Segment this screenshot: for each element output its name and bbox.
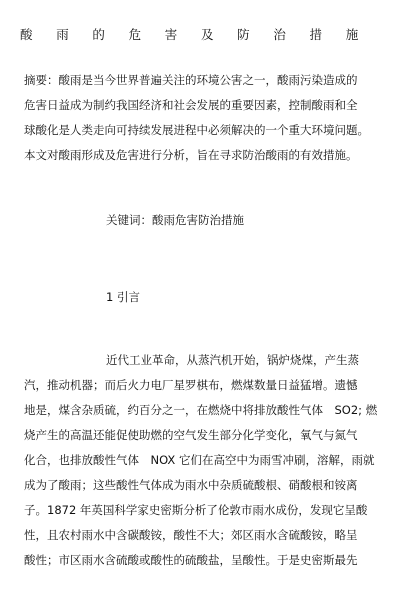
- body-line: 近代工业革命，从蒸汽机开始，锅炉烧煤，产生蒸: [106, 353, 359, 367]
- title-char: 的: [92, 27, 105, 42]
- body-line: 酸性；市区雨水含硫酸或酸性的硫酸盐，呈酸性。于是史密斯最先: [24, 553, 358, 567]
- body-paragraph: [24, 348, 376, 573]
- title-char: 害: [164, 27, 178, 42]
- title-char: 危: [128, 27, 142, 42]
- body-line: 性，且农村雨水中含碳酸铵，酸性不大；郊区雨水含硫酸铵，略呈: [24, 528, 358, 542]
- body-line: 子。1872 年英国科学家史密斯分析了伦敦市雨水成份，发现它呈酸: [24, 503, 368, 517]
- title-char: 措: [309, 27, 323, 42]
- keywords-line: 关键词：酸雨危害防治措施: [106, 213, 244, 227]
- title-char: 治: [273, 27, 286, 42]
- body-line: 汽，推动机器；而后火力电厂星罗棋布，燃煤数量日益猛增。遗憾: [24, 378, 358, 392]
- body-line: 化合，也排放酸性气体 NOX 它们在高空中为雨雪冲刷，溶解，雨就: [24, 453, 375, 467]
- title-char: 防: [237, 27, 250, 42]
- title-char: 雨: [56, 27, 69, 42]
- title-char: 酸: [20, 27, 33, 42]
- abstract-line: 球酸化是人类走向可持续发展进程中必须解决的一个重大环境问题。: [24, 123, 369, 137]
- section-heading: 1 引言: [106, 290, 140, 304]
- body-line: 地是，煤含杂质硫，约百分之一，在燃烧中将排放酸性气体 SO2; 燃: [24, 403, 378, 417]
- abstract-line: 危害日益成为制约我国经济和社会发展的重要因素，控制酸雨和全: [24, 98, 358, 112]
- body-line: 烧产生的高温还能促使助燃的空气发生部分化学变化，氧气与氮气: [24, 428, 358, 442]
- abstract-line: 摘要：酸雨是当今世界普遍关注的环境公害之一，酸雨污染造成的: [24, 73, 358, 87]
- abstract-paragraph: [24, 68, 376, 168]
- document-title: [20, 26, 380, 44]
- abstract-line: 本文对酸雨形成及危害进行分析，旨在寻求防治酸雨的有效措施。: [24, 148, 358, 162]
- body-line: 成为了酸雨；这些酸性气体成为雨水中杂质硫酸根、硝酸根和铵离: [24, 478, 358, 492]
- title-char: 及: [200, 27, 214, 42]
- title-char: 施: [345, 27, 359, 42]
